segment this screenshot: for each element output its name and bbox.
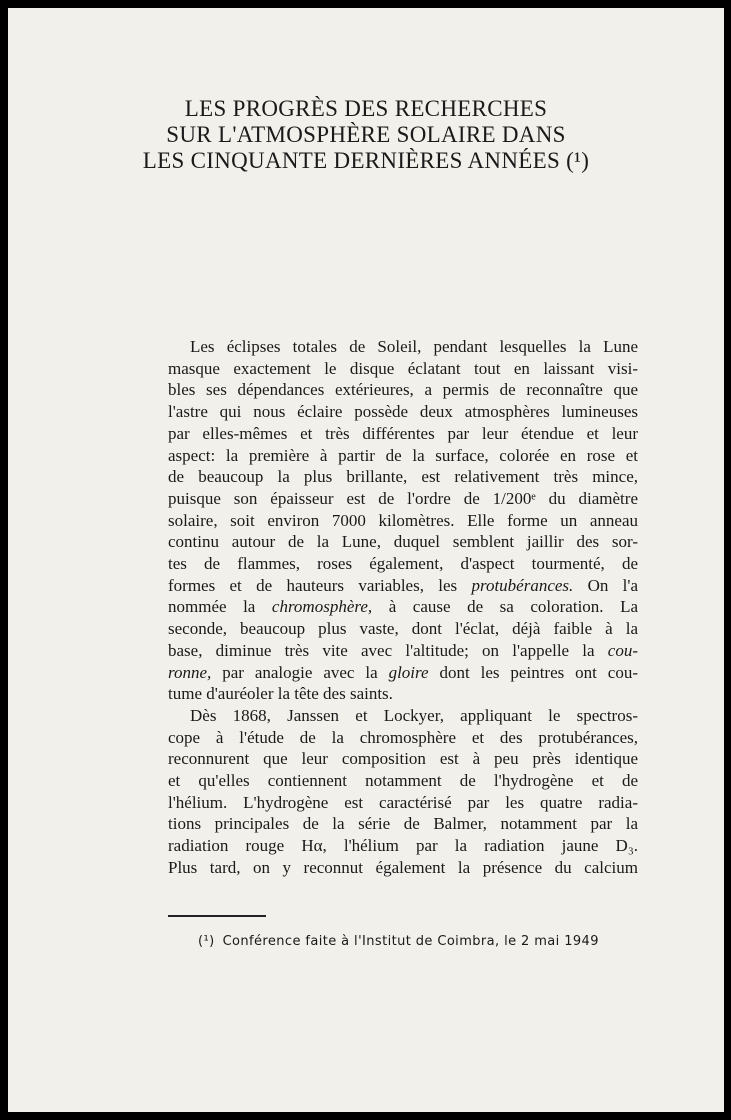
text-line: Dès 1868, Janssen et Lockyer, appliquant le spectros- [190, 705, 638, 725]
text-line [168, 596, 638, 618]
footnote-divider [168, 915, 266, 917]
text-line: continu autour de la Lune, duquel semblent jaillir des sor- [168, 532, 638, 552]
text-line: tions principales de la série de Balmer, notamment par la [168, 814, 638, 834]
text-line: radiation rouge Hα, l'hélium par la radiation jaune D₃. [168, 836, 638, 856]
text-line [168, 662, 638, 684]
footnote-text: Conférence faite à l'Institut de Coimbra, le 2 mai 1949 [222, 934, 599, 949]
text-line: l'hélium. L'hydrogène est caractérisé par les quatre radia- [168, 792, 638, 812]
text-line: par elles-mêmes et très différentes par leur étendue et leur [168, 423, 638, 443]
text-line: tume d'auréoler la tête des saints. [168, 684, 393, 704]
title-line: LES PROGRÈS DES RECHERCHES [184, 96, 548, 121]
text-line [168, 575, 638, 597]
italic-term: chromosphère, [271, 597, 373, 617]
text-line: l'astre qui nous éclaire possède deux atmosphères lumineuses [168, 402, 638, 422]
italic-term: gloire [388, 662, 429, 682]
text-line: puisque son épaisseur est de l'ordre de 1/200ᵉ du diamètre [168, 488, 638, 508]
text-line: aspect: la première à partir de la surface, colorée en rose et [168, 445, 638, 465]
text-line: bles ses dépendances extérieures, a permis de reconnaître que [168, 380, 638, 400]
body-text [168, 336, 638, 879]
text-segment: par analogie avec la [222, 662, 378, 682]
text-segment: formes et de hauteurs variables, les [168, 575, 458, 595]
footnote [198, 934, 599, 949]
text-line: seconde, beaucoup plus vaste, dont l'éclat, déjà faible à la [168, 619, 638, 639]
document-page [8, 8, 724, 1112]
text-line: solaire, soit environ 7000 kilomètres. Elle forme un anneau [168, 510, 638, 530]
text-line [168, 640, 638, 662]
footnote-marker: (¹) [198, 934, 215, 949]
text-line: tes de flammes, roses également, d'aspect tourmenté, de [168, 554, 638, 574]
text-segment: à cause de sa coloration. La [388, 597, 639, 617]
page-title [8, 96, 724, 174]
title-line: LES CINQUANTE DERNIÈRES ANNÉES (¹) [142, 148, 590, 173]
title-line: SUR L'ATMOSPHÈRE SOLAIRE DANS [166, 122, 566, 147]
italic-term: cou- [607, 640, 638, 660]
text-line: Plus tard, on y reconnut également la présence du calcium [168, 857, 638, 877]
text-line: de beaucoup la plus brillante, est relativement très mince, [168, 467, 638, 487]
text-segment: dont les peintres ont cou- [439, 662, 639, 682]
text-line: et qu'elles contiennent notamment de l'hydrogène et de [168, 771, 638, 791]
text-line: masque exactement le disque éclatant tout en laissant visi- [168, 358, 638, 378]
text-line: reconnurent que leur composition est à peu près identique [168, 749, 638, 769]
text-line: Les éclipses totales de Soleil, pendant lesquelles la Lune [190, 337, 638, 356]
text-line: cope à l'étude de la chromosphère et des protubérances, [168, 727, 638, 747]
text-segment: nommée la [168, 597, 256, 617]
text-segment: On l'a [587, 575, 639, 595]
text-segment: base, diminue très vite avec l'altitude; on l'appelle la [168, 640, 595, 660]
italic-term: ronne, [168, 662, 212, 682]
italic-term: protubérances. [471, 575, 574, 595]
